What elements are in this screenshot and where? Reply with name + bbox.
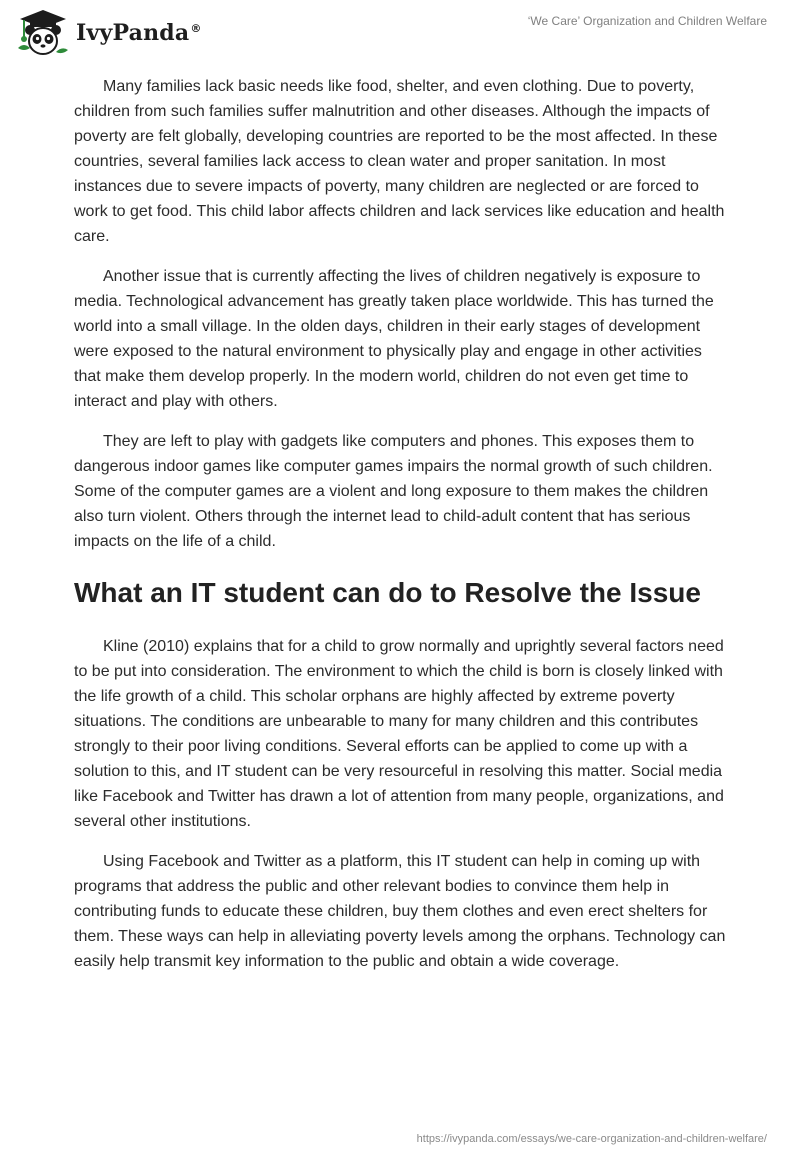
paragraph: Many families lack basic needs like food, shelter, and even clothing. Due to poverty, children from such families suffer malnutrition and other diseases. Although the impacts of poverty are felt globally, developing countries are reported to be the most affected. In these countries, several families lack access to clean water and proper sanitation. In most instances due to severe impacts of poverty, many children are neglected or are forced to work to get food. This child labor affects children and lack services like education and health care.: [74, 78, 725, 245]
paragraph: They are left to play with gadgets like computers and phones. This exposes them to dangerous indoor games like computer games impairs the normal growth of such children. Some of the computer games are a violent and long exposure to them makes the children also turn violent. Others through the internet lead to child-adult content that has serious impacts on the life of a child.: [74, 433, 713, 550]
ivypanda-logo[interactable]: [14, 8, 202, 58]
document-title: ‘We Care’ Organization and Children Welfare: [527, 14, 767, 28]
paragraph: Another issue that is currently affecting the lives of children negatively is exposure to media. Technological advancement has greatly taken place worldwide. This has turned the world into a small village. In the olden days, children in their early stages of development were exposed to the natural environment to physically play and engage in other activities that make them develop properly. In the modern world, children do not even get time to interact and play with others.: [74, 268, 714, 410]
essay-content: [74, 74, 730, 989]
paragraph: Kline (2010) explains that for a child to grow normally and uprightly several factors need to be put into consideration. The environment to which the child is born is closely linked with the life growth of a child. This scholar orphans are highly affected by extreme poverty situations. The conditions are unbearable to many for many children and this contributes strongly to their poor living conditions. Several efforts can be applied to come up with a solution to this, and IT student can be very resourceful in resolving this matter. Social media like Facebook and Twitter has drawn a lot of attention from many people, organizations, and several other institutions.: [74, 638, 724, 830]
page-header: [0, 0, 800, 60]
registered-mark: ®: [190, 21, 202, 35]
source-url[interactable]: https://ivypanda.com/essays/we-care-organization-and-children-welfare/: [416, 1133, 767, 1145]
panda-graduation-cap-icon: [14, 8, 72, 58]
brand-name: IvyPanda: [76, 20, 190, 46]
paragraph: Using Facebook and Twitter as a platform, this IT student can help in coming up with programs that address the public and other relevant bodies to convince them help in contributing funds to educate these children, buy them clothes and even erect shelters for them. These ways can help in alleviating poverty levels among the orphans. Technology can easily help transmit key information to the public and obtain a wide coverage.: [74, 853, 726, 970]
section-heading: What an IT student can do to Resolve the Issue: [74, 577, 701, 608]
logo-wordmark: [76, 20, 202, 46]
